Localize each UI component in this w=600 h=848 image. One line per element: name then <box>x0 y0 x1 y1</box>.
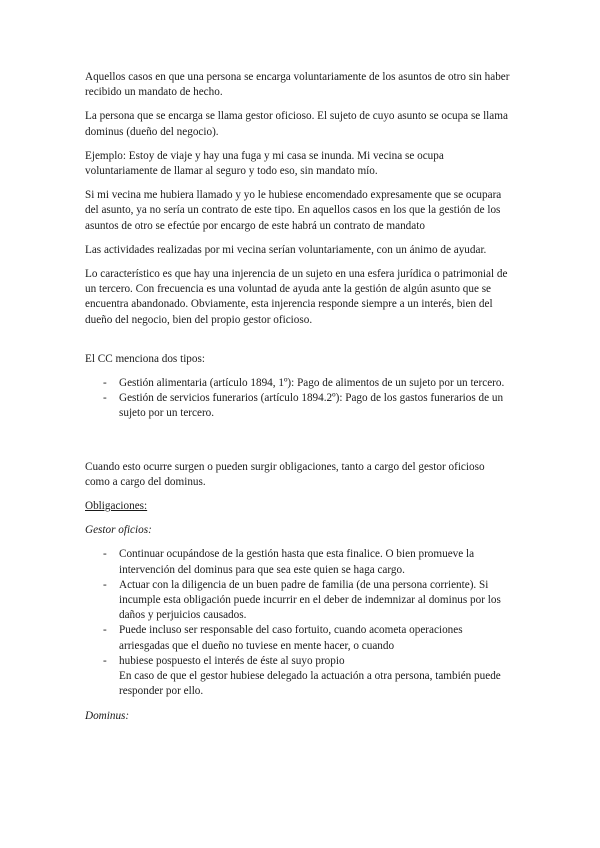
heading-dominus: Dominus: <box>85 709 130 722</box>
list-item-continuation: En caso de que el gestor hubiese delegado la actuación a otra persona, también puede responder por ello. <box>119 670 501 698</box>
heading-obligaciones: Obligaciones: <box>85 500 148 513</box>
paragraph-gestor-oficioso: La persona que se encarga se llama gestor oficioso. El sujeto de cuyo asunto se ocupa se llama dominus (dueño del negocio). <box>85 110 508 138</box>
list-item-text: - hubiese pospuesto el interés de éste al suyo propio <box>119 654 345 667</box>
paragraph-cc-tipos: El CC menciona dos tipos: <box>85 352 205 365</box>
paragraph-definition: Aquellos casos en que una persona se encarga voluntariamente de los asuntos de otro sin haber recibido un mandato de hecho. <box>85 71 510 99</box>
gestor-obligaciones-list <box>85 547 512 699</box>
list-item: - Puede incluso ser responsable del caso fortuito, cuando acometa operaciones arriesgadas que el dueño no tuviese en mente hacer, o cuando <box>85 623 512 653</box>
list-item: - Gestión de servicios funerarios (artículo 1894.2º): Pago de los gastos funerarios de un sujeto por un tercero. <box>85 391 512 421</box>
paragraph-mandato: Si mi vecina me hubiera llamado y yo le hubiese encomendado expresamente que se ocupara del asunto, ya no sería un contrato de este tipo. En aquellos casos en los que la gestión de los asuntos de otro se efectúe por encargo de este habrá un contrato de mandato <box>85 189 502 232</box>
paragraph-caracteristico: Lo característico es que hay una injerencia de un sujeto en una esfera jurídica o patrimonial de un tercero. Con frecuencia es una voluntad de ayuda ante la gestión de algún asunto que se encuentra abandonado. Obviamente, esta injerencia responde siempre a un interés, bien del dueño del negocio, bien del propio gestor oficioso. <box>85 268 508 326</box>
paragraph-actividades: Las actividades realizadas por mi vecina serían voluntariamente, con un ánimo de ayudar. <box>85 243 487 256</box>
heading-gestor: Gestor oficios: <box>85 524 152 537</box>
list-item: - Continuar ocupándose de la gestión hasta que esta finalice. O bien promueve la intervención del dominus para que sea este quien se haga cargo. <box>85 547 512 577</box>
tipos-list <box>85 376 512 422</box>
list-item <box>85 654 512 700</box>
list-item: - Gestión alimentaria (artículo 1894, 1º): Pago de alimentos de un sujeto por un tercero. <box>85 376 512 391</box>
list-item: - Actuar con la diligencia de un buen padre de familia (de una persona corriente). Si incumple esta obligación puede incurrir en el deber de indemnizar al dominus por los daños y perjuicios causados. <box>85 578 512 624</box>
paragraph-obligaciones-intro: Cuando esto ocurre surgen o pueden surgir obligaciones, tanto a cargo del gestor oficioso como a cargo del dominus. <box>85 460 485 488</box>
paragraph-ejemplo: Ejemplo: Estoy de viaje y hay una fuga y mi casa se inunda. Mi vecina se ocupa voluntariamente de llamar al seguro y todo eso, sin mandato mío. <box>85 149 444 178</box>
